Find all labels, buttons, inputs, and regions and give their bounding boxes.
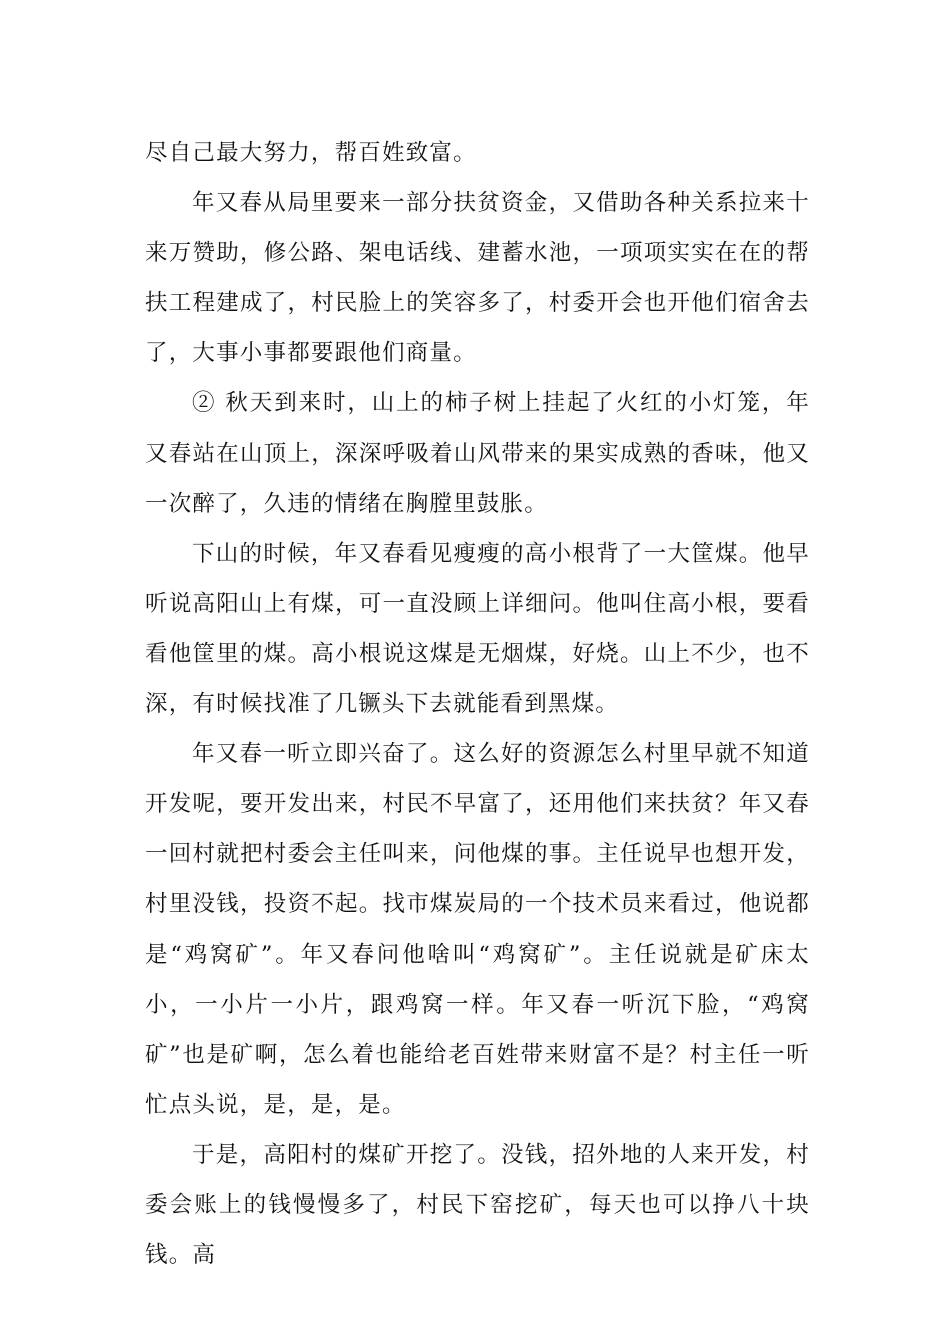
- body-text: [145, 128, 810, 1280]
- paragraph-4: 下山的时候，年又春看见瘦瘦的高小根背了一大筐煤。他早听说高阳山上有煤，可一直没顾上详细问。他叫住高小根，要看看他筐里的煤。高小根说这煤是无烟煤，好烧。山上不少，也不深，有时候找准了几镢头下去就能看到黑煤。: [145, 540, 810, 718]
- paragraph-3: ② 秋天到来时，山上的柿子树上挂起了火红的小灯笼，年又春站在山顶上，深深呼吸着山风带来的果实成熟的香味，他又一次醉了，久违的情绪在胸膛里鼓胀。: [145, 390, 810, 517]
- paragraph-2: 年又春从局里要来一部分扶贫资金，又借助各种关系拉来十来万赞助，修公路、架电话线、建蓄水池，一项项实实在在的帮扶工程建成了，村民脸上的笑容多了，村委开会也开他们宿舍去了，大事小事都要跟他们商量。: [145, 190, 810, 367]
- paragraph-1: 尽自己最大努力，帮百姓致富。: [145, 140, 477, 166]
- paragraph-6: 于是，高阳村的煤矿开挖了。没钱，招外地的人来开发，村委会账上的钱慢慢多了，村民下窑挖矿，每天也可以挣八十块钱。高: [145, 1141, 810, 1269]
- paragraph-5: 年又春一听立即兴奋了。这么好的资源怎么村里早就不知道开发呢，要开发出来，村民不早富了，还用他们来扶贫？年又春一回村就把村委会主任叫来，问他煤的事。主任说早也想开发，村里没钱，投资不起。找市煤炭局的一个技术员来看过，他说都是“鸡窝矿”。年又春问他啥叫“鸡窝矿”。主任说就是矿床太小，一小片一小片，跟鸡窝一样。年又春一听沉下脸，“鸡窝矿”也是矿啊，怎么着也能给老百姓带来财富不是？村主任一听忙点头说，是，是，是。: [145, 741, 810, 1118]
